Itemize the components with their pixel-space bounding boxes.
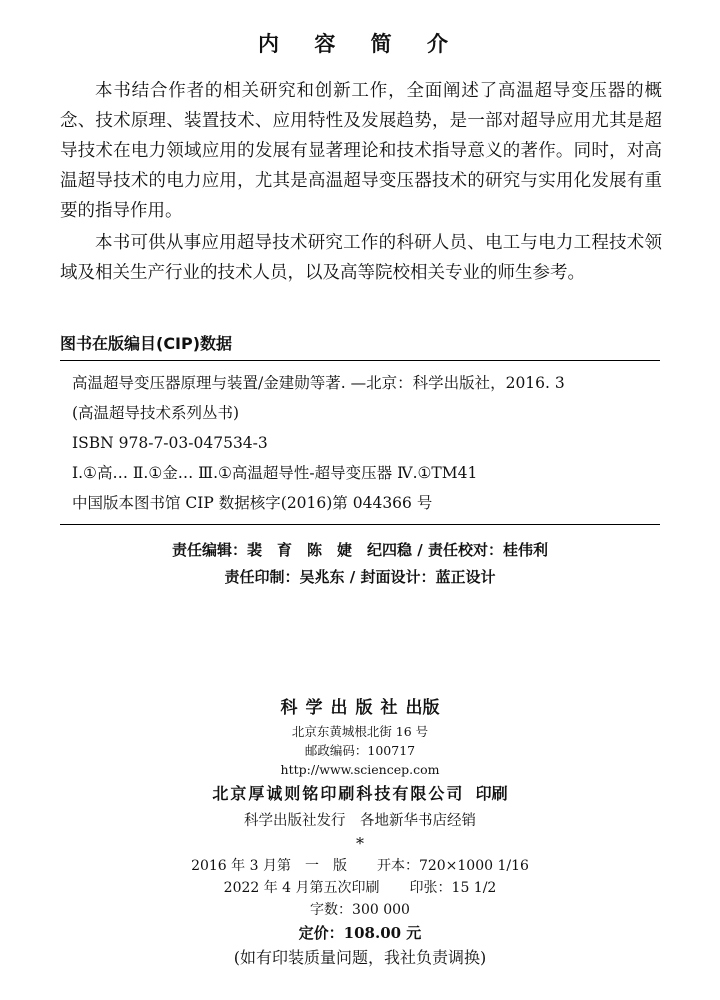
- format-text: 开本：720×1000 1/16: [376, 858, 529, 874]
- separator-asterisk: *: [356, 834, 364, 853]
- word-count: 字数：300 000: [310, 902, 410, 918]
- publisher-address: 北京东黄城根北街 16 号: [291, 724, 429, 739]
- printer-line: [0, 779, 720, 809]
- credits-production: 责任印制：吴兆东 / 封面设计：蓝正设计: [224, 568, 496, 586]
- printing-row: [0, 877, 720, 899]
- publisher-postcode: 邮政编码：100717: [304, 743, 416, 758]
- publisher-name: 科学出版社: [280, 698, 406, 718]
- sheets-text: 印张：15 1/2: [409, 880, 497, 896]
- edition-row: [0, 855, 720, 877]
- page-title: 内 容 简 介: [258, 31, 462, 56]
- printer-suffix: 印刷: [475, 784, 508, 803]
- edition-text: 2016 年 3 月第 一 版: [191, 858, 347, 874]
- quality-note: (如有印装质量问题，我社负责调换): [233, 948, 487, 967]
- publisher-line: [0, 694, 720, 722]
- cip-heading: 图书在版编目(CIP)数据: [60, 334, 233, 353]
- cip-classification-line: Ⅰ.①高… Ⅱ.①金… Ⅲ.①高温超导性-超导变压器 Ⅳ.①TM41: [72, 464, 478, 482]
- cip-record-number-line: 中国版本图书馆 CIP 数据核字(2016)第 044366 号: [72, 494, 433, 512]
- publisher-url: http://www.sciencep.com: [280, 762, 440, 777]
- publisher-suffix: 出版: [405, 698, 440, 718]
- intro-paragraph: 本书结合作者的相关研究和创新工作，全面阐述了高温超导变压器的概念、技术原理、装置技术、应用特性及发展趋势，是一部对超导应用尤其是超导技术在电力领域应用的发展有显著理论和技术指导意义的著作。同时，对高温超导技术的电力应用，尤其是高温超导变压器技术的研究与实用化发展有重要的指导作用。: [60, 81, 662, 221]
- book-introduction: [60, 76, 662, 288]
- cip-isbn-line: ISBN 978-7-03-047534-3: [72, 434, 268, 452]
- intro-paragraph: 本书可供从事应用超导技术研究工作的科研人员、电工与电力工程技术领域及相关生产行业的技术人员，以及高等院校相关专业的师生参考。: [60, 233, 662, 283]
- credits-editors: 责任编辑：裴 育 陈 婕 纪四稳 / 责任校对：桂伟利: [172, 541, 548, 559]
- cip-top-rule: [60, 360, 660, 361]
- printing-text: 2022 年 4 月第五次印刷: [223, 880, 380, 896]
- cip-bottom-rule: [60, 524, 660, 525]
- editorial-credits: [0, 537, 720, 591]
- cip-series-line: (高温超导技术系列丛书): [72, 404, 240, 422]
- price: 定价：108.00 元: [298, 924, 422, 942]
- printer-name: 北京厚诚则铭印刷科技有限公司: [212, 784, 465, 803]
- cip-data-block: [72, 368, 662, 518]
- distribution-line: 科学出版社发行 各地新华书店经销: [244, 813, 476, 829]
- cip-title-line: 高温超导变压器原理与装置/金建勋等著. —北京：科学出版社，2016. 3: [72, 374, 565, 392]
- publication-info: [0, 694, 720, 971]
